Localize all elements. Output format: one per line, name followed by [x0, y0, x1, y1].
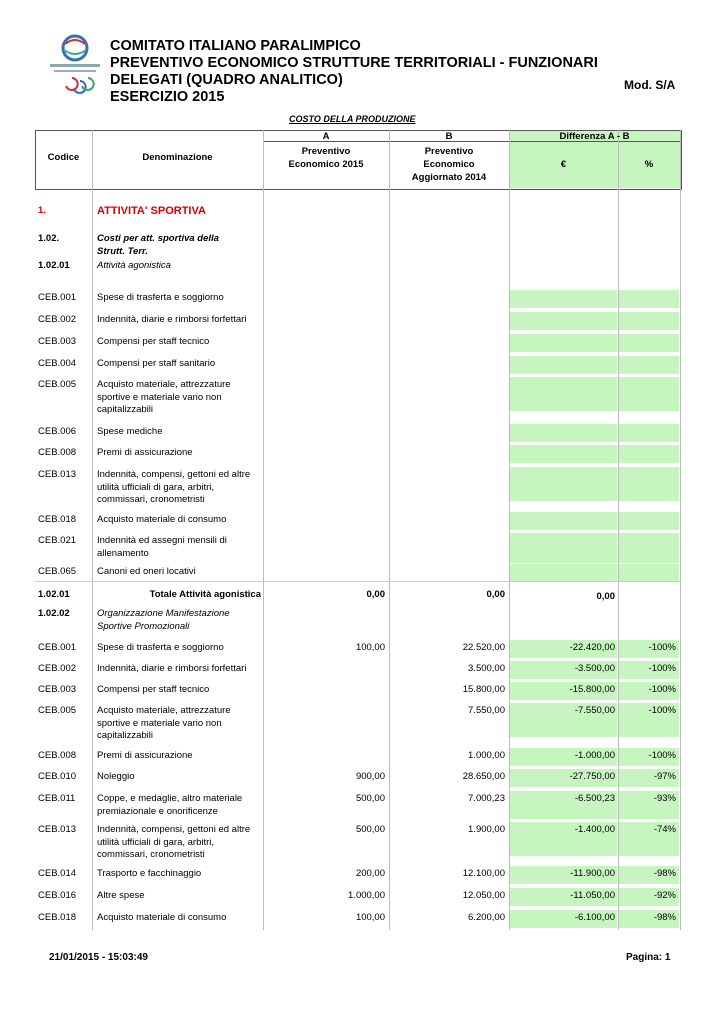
- row-code: 1.02.01: [38, 260, 70, 271]
- row-code: CEB.010: [38, 771, 77, 782]
- diff-cell-fill: [510, 290, 617, 308]
- col-b-line2: Economico: [423, 159, 475, 170]
- value-pct: -100%: [648, 642, 676, 653]
- row-label: Indennità, compensi, gettoni ed altre: [97, 469, 251, 480]
- value-pct: -97%: [653, 771, 676, 782]
- row-code: CEB.021: [38, 535, 77, 546]
- value-diff: -27.750,00: [569, 771, 615, 782]
- value-b: 7.550,00: [468, 705, 505, 716]
- diff-cell-fill: [510, 445, 617, 463]
- value-b: 1.000,00: [468, 750, 505, 761]
- value-pct: -100%: [648, 750, 676, 761]
- col-diff-header: Differenza A - B: [559, 131, 630, 142]
- row-label: Acquisto materiale di consumo: [97, 912, 227, 923]
- total-separator: [35, 581, 681, 582]
- col-b-line3: Aggiornato 2014: [411, 172, 487, 183]
- value-b: 22.520,00: [462, 642, 505, 653]
- pct-cell-fill: [619, 356, 679, 374]
- row-label: Spese di trasferta e soggiorno: [97, 642, 224, 653]
- row-code: CEB.006: [38, 426, 77, 437]
- row-label: sportive e materiale vario non: [97, 717, 222, 729]
- row-label: Spese di trasferta e soggiorno: [97, 292, 224, 303]
- row-code: CEB.014: [38, 868, 77, 879]
- row-label: capitalizzabili: [97, 404, 153, 415]
- row-label: Trasporto e facchinaggio: [97, 868, 202, 879]
- row-code: CEB.003: [38, 336, 77, 347]
- value-b: 12.100,00: [462, 868, 505, 879]
- value-a: 900,00: [355, 771, 385, 782]
- value-diff: -3.500,00: [574, 663, 615, 674]
- col-b-letter: B: [445, 131, 453, 142]
- row-code: CEB.018: [38, 514, 77, 525]
- row-code: CEB.004: [38, 358, 77, 369]
- row-label: Noleggio: [97, 771, 135, 782]
- pct-cell-fill: [619, 512, 679, 530]
- title-line-1: COMITATO ITALIANO PARALIMPICO: [110, 38, 361, 54]
- value-pct: -92%: [653, 890, 676, 901]
- diff-cell-fill: [510, 512, 617, 530]
- value-pct: -98%: [653, 868, 676, 879]
- diff-cell-fill: [510, 377, 617, 411]
- col-a-letter: A: [322, 131, 330, 142]
- pct-cell-fill: [619, 290, 679, 308]
- value-a: 500,00: [355, 824, 385, 835]
- col-a-line1: Preventivo: [301, 146, 351, 157]
- col-pct: %: [644, 159, 654, 170]
- pct-cell-fill: [619, 312, 679, 330]
- value-diff: -1.000,00: [574, 750, 615, 761]
- row-code: CEB.002: [38, 314, 77, 325]
- value-a: 0,00: [366, 589, 385, 600]
- row-code: CEB.008: [38, 750, 77, 761]
- value-pct: -100%: [648, 705, 676, 716]
- value-b: 15.800,00: [462, 684, 505, 695]
- pct-cell-fill: [619, 334, 679, 352]
- row-code: CEB.003: [38, 684, 77, 695]
- row-label: Acquisto materiale di consumo: [97, 514, 227, 525]
- value-b: 28.650,00: [462, 771, 505, 782]
- row-label: Acquisto materiale, attrezzature: [97, 379, 231, 390]
- row-label: Strutt. Terr.: [97, 245, 148, 257]
- cip-logo: [44, 34, 106, 102]
- title-line-4: ESERCIZIO 2015: [110, 89, 225, 105]
- value-a: 200,00: [355, 868, 385, 879]
- value-pct: -100%: [648, 684, 676, 695]
- row-label: Acquisto materiale, attrezzature: [97, 705, 231, 716]
- pct-cell-fill: [619, 564, 679, 582]
- row-code: CEB.018: [38, 912, 77, 923]
- diff-cell-fill: [510, 312, 617, 330]
- row-code: CEB.065: [38, 566, 77, 577]
- row-code: CEB.013: [38, 824, 77, 835]
- row-code: 1.02.01: [38, 589, 70, 600]
- value-diff: -7.550,00: [574, 705, 615, 716]
- value-pct: -100%: [648, 663, 676, 674]
- col-b-line1: Preventivo: [424, 146, 474, 157]
- pct-cell-fill: [619, 377, 679, 411]
- value-diff: 0,00: [596, 591, 615, 602]
- value-a: 1.000,00: [348, 890, 385, 901]
- row-label: utilità ufficiali di gara, arbitri,: [97, 836, 215, 848]
- diff-cell-fill: [510, 467, 617, 501]
- diff-cell-fill: [510, 334, 617, 352]
- row-label: Premi di assicurazione: [97, 750, 193, 761]
- row-label: Indennità, diarie e rimborsi forfettari: [97, 663, 247, 674]
- value-b: 12.050,00: [462, 890, 505, 901]
- value-diff: -6.100,00: [574, 912, 615, 923]
- title-line-2: PREVENTIVO ECONOMICO STRUTTURE TERRITORIALI - FUNZIONARI: [110, 55, 598, 71]
- row-label: Sportive Promozionali: [97, 620, 190, 632]
- model-code: Mod. S/A: [624, 78, 676, 92]
- value-diff: -1.400,00: [574, 824, 615, 835]
- row-label: Compensi per staff sanitario: [97, 358, 216, 369]
- row-label: Costi per att. sportiva della: [97, 233, 219, 244]
- value-diff: -11.050,00: [570, 890, 615, 901]
- row-code: CEB.001: [38, 642, 77, 653]
- row-label: Compensi per staff tecnico: [97, 684, 210, 695]
- diff-cell-fill: [510, 564, 617, 582]
- col-denominazione: Denominazione: [142, 152, 213, 163]
- value-a: 500,00: [355, 793, 385, 804]
- section-heading: COSTO DELLA PRODUZIONE: [289, 114, 416, 124]
- col-a-line2: Economico 2015: [288, 159, 364, 170]
- row-label: allenamento: [97, 547, 149, 559]
- budget-table: [35, 130, 681, 930]
- page-number: Pagina: 1: [626, 952, 671, 963]
- row-label: Compensi per staff tecnico: [97, 336, 210, 347]
- value-b: 3.500,00: [468, 663, 505, 674]
- value-diff: -22.420,00: [569, 642, 615, 653]
- report-title: [110, 38, 598, 106]
- col-euro: €: [560, 159, 567, 170]
- value-a: 100,00: [355, 642, 385, 653]
- row-label: Premi di assicurazione: [97, 447, 193, 458]
- value-b: 1.900,00: [468, 824, 505, 835]
- row-label: commissari, cronometristi: [97, 494, 205, 505]
- value-pct: -98%: [653, 912, 676, 923]
- row-code: 1.02.: [38, 233, 60, 244]
- row-label: Altre spese: [97, 890, 145, 901]
- row-label: commissari, cronometristi: [97, 849, 205, 860]
- row-label: Indennità, compensi, gettoni ed altre: [97, 824, 251, 835]
- value-pct: -93%: [653, 793, 676, 804]
- value-b: 7.000,23: [468, 793, 505, 804]
- col-line-1: [92, 130, 93, 930]
- row-code: CEB.016: [38, 890, 77, 901]
- row-code: CEB.011: [38, 793, 76, 804]
- row-label: capitalizzabili: [97, 730, 153, 741]
- row-label: ATTIVITA' SPORTIVA: [97, 205, 206, 217]
- title-line-3: DELEGATI (QUADRO ANALITICO): [110, 72, 343, 88]
- row-code: CEB.008: [38, 447, 77, 458]
- row-code: CEB.001: [38, 292, 77, 303]
- row-label: Organizzazione Manifestazione: [97, 608, 230, 619]
- pct-cell-fill: [619, 533, 679, 563]
- col-line-6: [680, 130, 681, 930]
- row-code: CEB.005: [38, 705, 77, 716]
- col-line-3: [389, 130, 390, 930]
- row-label: Totale Attività agonistica: [149, 589, 261, 600]
- col-line-2: [263, 130, 264, 930]
- row-label: utilità ufficiali di gara, arbitri,: [97, 481, 215, 493]
- row-code: CEB.013: [38, 469, 77, 480]
- row-label: Indennità, diarie e rimborsi forfettari: [97, 314, 247, 325]
- row-label: Spese mediche: [97, 426, 163, 437]
- row-code: 1.02.02: [38, 608, 70, 619]
- row-label: Attività agonistica: [97, 260, 171, 271]
- row-label: sportive e materiale vario non: [97, 391, 222, 403]
- diff-cell-fill: [510, 533, 617, 563]
- value-a: 100,00: [355, 912, 385, 923]
- value-b: 0,00: [486, 589, 505, 600]
- pct-cell-fill: [619, 467, 679, 501]
- value-pct: -74%: [653, 824, 676, 835]
- row-label: Indennità ed assegni mensili di: [97, 535, 227, 546]
- value-diff: -15.800,00: [569, 684, 615, 695]
- row-code: CEB.005: [38, 379, 77, 390]
- pct-cell-fill: [619, 445, 679, 463]
- col-codice: Codice: [47, 152, 80, 163]
- row-label: Canoni ed oneri locativi: [97, 566, 196, 577]
- diff-cell-fill: [510, 356, 617, 374]
- value-b: 6.200,00: [468, 912, 505, 923]
- value-diff: -11.900,00: [570, 868, 615, 879]
- row-code: CEB.002: [38, 663, 77, 674]
- row-label: Coppe, e medaglie, altro materiale: [97, 793, 243, 804]
- row-label: premiazionale e onorificenze: [97, 805, 218, 817]
- pct-cell-fill: [619, 424, 679, 442]
- diff-cell-fill: [510, 424, 617, 442]
- row-code: 1.: [38, 205, 46, 216]
- value-diff: -6.500,23: [574, 793, 615, 804]
- print-datetime: 21/01/2015 - 15:03:49: [49, 952, 148, 963]
